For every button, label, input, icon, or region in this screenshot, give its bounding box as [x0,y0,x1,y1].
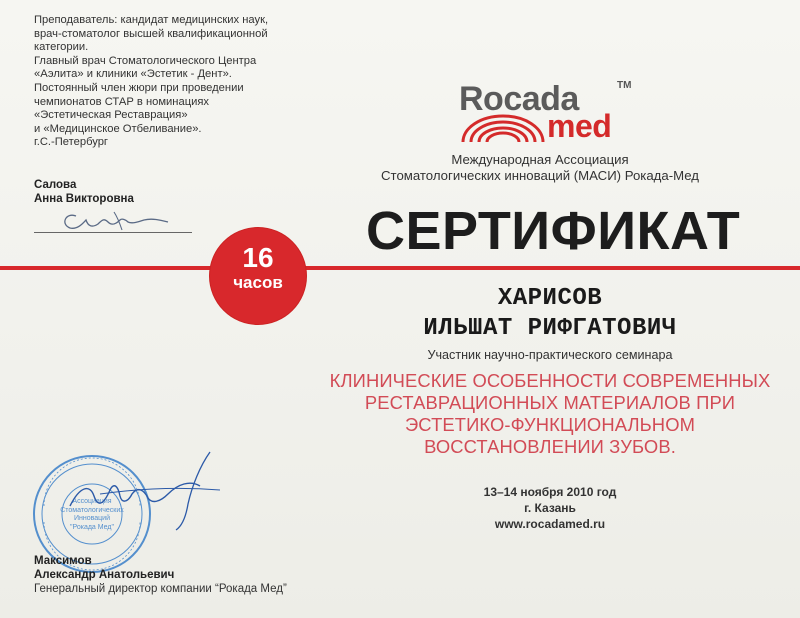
recipient-name [330,284,770,344]
logo-word-med: med [547,108,612,144]
director-signature [60,446,230,536]
teacher-line: категории. [34,41,89,54]
hours-unit: часов [233,273,283,292]
red-divider [0,266,800,270]
hours-number: 16 [242,242,274,273]
teacher-line: г.С.-Петербург [34,136,108,149]
director-given-names: Александр Анатольевич [34,569,175,581]
director-title: Генеральный директор компании “Рокада Мед” [34,583,287,595]
teacher-line: чемпионатов СТАР в номинациях [34,95,210,108]
topic-line: ВОССТАНОВЛЕНИИ ЗУБОВ. [424,436,676,457]
recipient-given-names: ИЛЬШАТ РИФГАТОВИЧ [423,315,677,342]
teacher-line: врач-стоматолог высшей квалификационной [34,27,268,40]
topic-line: КЛИНИЧЕСКИЕ ОСОБЕННОСТИ СОВРЕМЕННЫХ [329,370,771,391]
recipient-surname: ХАРИСОВ [497,285,603,312]
hours-badge [210,228,306,324]
event-info [380,484,720,532]
logo-waves-icon [459,114,549,144]
teacher-line: «Эстетическая Реставрация» [34,109,188,122]
association-line-2: Стоматологических инноваций (МАСИ) Рокада-Мед [381,168,699,183]
seminar-topic [320,370,780,458]
teacher-credentials [34,14,334,150]
teacher-line: и «Медицинское Отбеливание». [34,122,202,135]
association-name [330,152,750,184]
teacher-signature [56,206,176,234]
director-name [34,554,174,582]
stamp-line: Ассоциация [72,498,112,505]
logo-trademark: TM [617,80,632,91]
event-dates: 13–14 ноября 2010 год [483,485,617,499]
teacher-line: «Аэлита» и клиники «Эстетик - Дент». [34,68,232,81]
topic-line: ЭСТЕТИКО-ФУНКЦИОНАЛЬНОМ [404,414,696,435]
participant-text: Участник научно-практического семинара [427,348,673,362]
event-website: www.rocadamed.ru [494,517,606,531]
teacher-given-names: Анна Викторовна [34,193,134,205]
event-city: г. Казань [524,501,576,515]
director-surname: Максимов [34,555,92,567]
topic-line: РЕСТАВРАЦИОННЫХ МАТЕРИАЛОВ ПРИ [364,392,736,413]
stamp-line: Стоматологических [60,506,124,514]
teacher-name [34,178,134,206]
teacher-line: Постоянный член жюри при проведении [34,81,244,94]
stamp-line: "Рокада Мед" [70,523,114,531]
stamp-line: Инноваций [73,515,111,522]
teacher-surname: Салова [34,179,77,191]
teacher-line: Преподаватель: кандидат медицинских наук, [34,14,269,26]
certificate-title: СЕРТИФИКАТ [366,201,741,261]
rocada-med-logo [459,80,639,146]
association-line-1: Международная Ассоциация [451,152,629,167]
teacher-line: Главный врач Стоматологического Центра [34,54,257,67]
logo-word-rocada: Rocada [459,80,579,118]
